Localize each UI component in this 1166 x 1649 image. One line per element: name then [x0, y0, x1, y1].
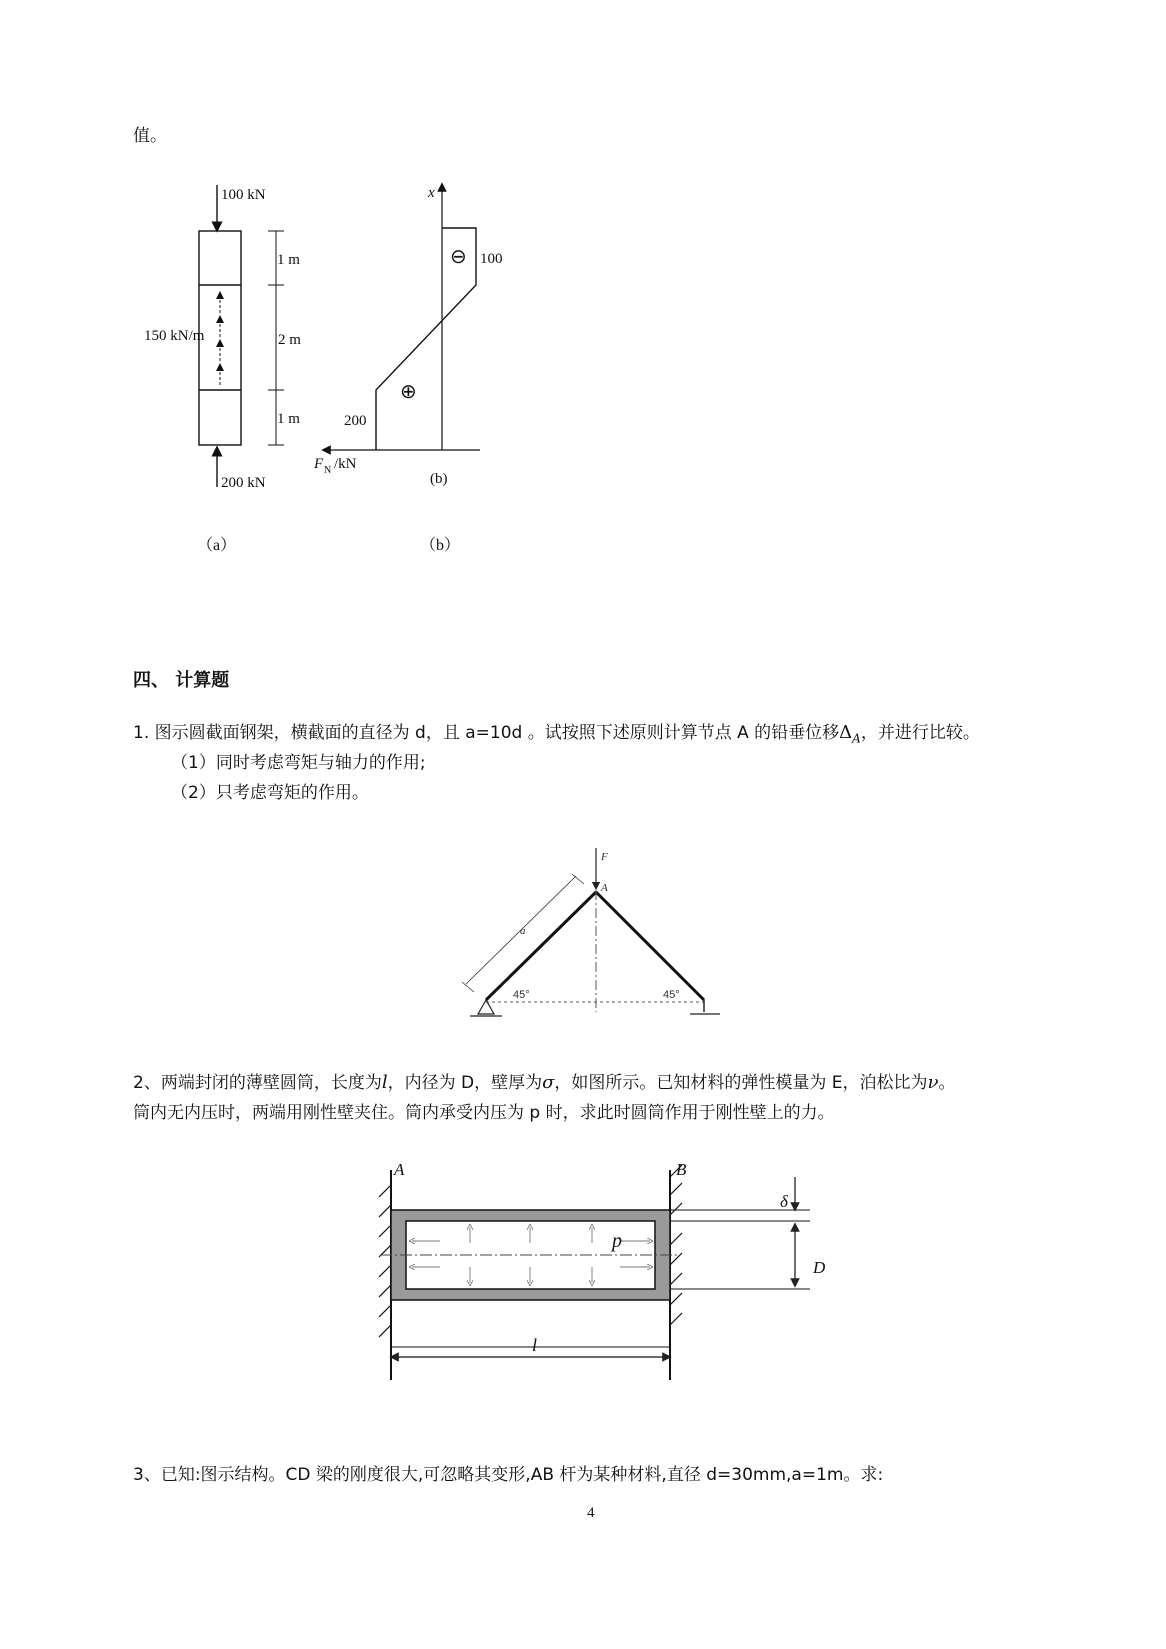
axial-force-diagram [313, 185, 503, 487]
wall-a-label: A [394, 1160, 405, 1179]
node-a-label: A [601, 882, 608, 894]
thickness-label: δ [780, 1192, 788, 1211]
force-label: F [601, 851, 608, 863]
q1-delta-sub: A [852, 731, 861, 746]
cylinder-drawing [379, 1160, 826, 1380]
q1-item1: （1）同时考虑弯矩与轴力的作用; [171, 753, 426, 773]
value-200-label: 200 [344, 413, 367, 429]
q1-text: 1. 图示圆截面钢架，横截面的直径为 d，且 a=10d 。试按照下述原则计算节点 A 的铅垂位移 [133, 723, 840, 743]
angle-left-label: 45° [513, 989, 530, 1001]
bottom-force-label: 200 kN [221, 475, 266, 491]
inner-caption-b: (b) [430, 471, 448, 487]
fn-axis-sub: N [324, 465, 332, 476]
caption-b: （b） [420, 537, 461, 554]
dist-load-label: 150 kN/m [144, 328, 205, 344]
angle-right-label: 45° [663, 989, 680, 1001]
q2-line1 [133, 1072, 956, 1094]
q2-sigma: σ [542, 1072, 555, 1093]
top-text: 值。 [133, 126, 167, 146]
q2-l: l [381, 1072, 388, 1093]
top-force-label: 100 kN [221, 187, 266, 203]
q2-nu: ν [927, 1072, 939, 1093]
x-axis-label: x [428, 185, 435, 201]
diameter-label: D [813, 1258, 826, 1277]
pressure-label: p [612, 1230, 622, 1252]
q2-text2: ，内径为 D，壁厚为 [387, 1073, 543, 1093]
dim-2-label: 2 m [278, 332, 301, 348]
q2-text3: ，如图所示。已知材料的弹性模量为 E，泊松比为 [554, 1073, 928, 1093]
fn-axis-unit: /kN [334, 456, 357, 472]
dim-3-label: 1 m [277, 411, 300, 427]
frame-structure [462, 848, 720, 1016]
section-heading: 四、 计算题 [133, 670, 230, 691]
positive-sign-icon: ⊕ [400, 381, 417, 403]
q3-line1: 3、已知:图示结构。CD 梁的刚度很大,可忽略其变形,AB 杆为某种材料,直径 d=30mm,a=1m。求: [133, 1465, 884, 1485]
q2-line2: 筒内无内压时，两端用刚性壁夹住。筒内承受内压为 p 时，求此时圆筒作用于刚性壁上的力。 [133, 1103, 835, 1123]
caption-a: （a） [197, 537, 237, 554]
length-a-label: a [520, 925, 526, 937]
page-number: 4 [587, 1505, 595, 1521]
axial-force-figure [130, 175, 530, 525]
negative-sign-icon: ⊖ [450, 246, 467, 268]
q2-text4: 。 [938, 1073, 956, 1093]
q2-text1: 2、两端封闭的薄壁圆筒，长度为 [133, 1073, 382, 1093]
fn-axis-label: F [314, 456, 324, 472]
cylinder-figure [370, 1155, 840, 1390]
bar-a [144, 185, 301, 491]
frame-figure [458, 842, 720, 1027]
q1-item2: （2）只考虑弯矩的作用。 [171, 783, 369, 803]
q1-tail: ，并进行比较。 [860, 723, 980, 743]
q1-delta: Δ [839, 722, 853, 743]
length-label: l [532, 1335, 538, 1355]
dim-1-label: 1 m [277, 252, 300, 268]
q1-line1 [133, 722, 980, 749]
value-100-label: 100 [480, 251, 503, 267]
wall-b-label: B [676, 1160, 687, 1179]
